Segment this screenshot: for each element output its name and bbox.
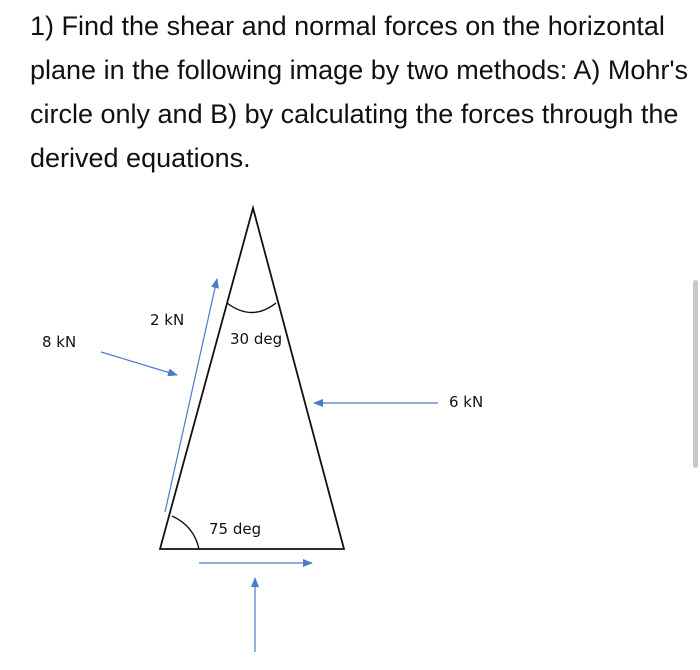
scrollbar-thumb[interactable]: [693, 280, 698, 468]
angle-arc-top: [227, 303, 276, 313]
label-8kn: 8 kN: [42, 333, 77, 351]
angle-arc-bottom: [172, 516, 199, 549]
question-text: 1) Find the shear and normal forces on the horizontal plane in the following image by two methods: A) Mohr's circle only and B) by calculating the forces through the derived equations.: [30, 11, 688, 173]
label-30deg: 30 deg: [230, 330, 283, 348]
triangle-body: [160, 208, 344, 549]
label-6kn: 6 kN: [449, 393, 484, 411]
arrow-8kn: [101, 352, 177, 375]
label-75deg: 75 deg: [209, 520, 262, 538]
label-2kn: 2 kN: [150, 311, 185, 329]
